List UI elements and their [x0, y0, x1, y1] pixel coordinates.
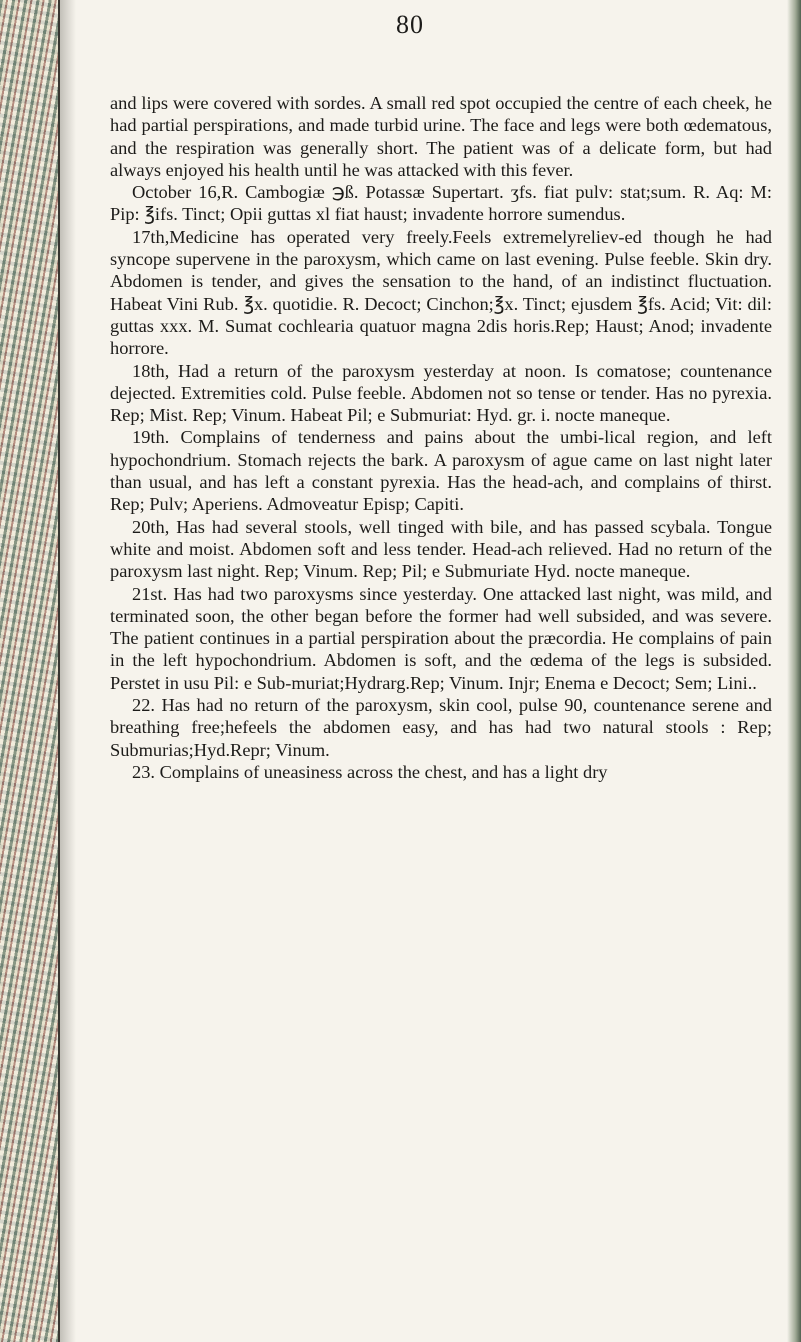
body-text [110, 92, 772, 783]
entry-22nd: 22. Has had no return of the paroxysm, skin cool, pulse 90, countenance serene and breathing free;hefeels the abdomen easy, and has had two natural stools : Rep; Submurias;Hyd.Repr; Vinum. [110, 695, 772, 760]
entry-19th: 19th. Complains of tenderness and pains about the umbi-lical region, and left hypochondrium. Stomach rejects the bark. A paroxysm of ague came on last night later than usual, and has left a constant pyrexia. Has the head-ach, and complains of thirst. Rep; Pulv; Aperiens. Admoveatur Episp; Capiti. [110, 427, 772, 515]
entry-october-16: October 16,R. Cambogiæ ℈ß. Potassæ Supertart. ʒfs. fiat pulv: stat;sum. R. Aq: M: Pip: ℥ifs. Tinct; Opii guttas xl fiat haust; invadente horrore sumendus. [110, 182, 772, 225]
gutter-shadow [58, 0, 76, 1342]
entry-20th: 20th, Has had several stools, well tinged with bile, and has passed scybala. Tongue white and moist. Abdomen soft and less tender. Head-ach relieved. Had no return of the paroxysm last night. Rep; Vinum. Rep; Pil; e Submuriate Hyd. nocte maneque. [110, 516, 772, 582]
page-number: 80 [396, 10, 424, 39]
marbled-binding [0, 0, 60, 1342]
page-edge [787, 0, 801, 1342]
entry-23rd: 23. Complains of uneasiness across the chest, and has a light dry [132, 761, 608, 782]
entry-21st: 21st. Has had two paroxysms since yesterday. One attacked last night, was mild, and terminated soon, the other began before the former had well subsided, and was severe. The patient continues in a partial perspiration about the præcordia. He complains of pain in the left hypochondrium. Abdomen is soft, and the œdema of the legs is subsided. Perstet in usu Pil: e Sub-muriat;Hydrarg.Rep; Vinum. Injr; Enema e Decoct; Sem; Lini.. [110, 583, 772, 693]
entry-17th: 17th,Medicine has operated very freely.Feels extremelyreliev-ed though he had syncope supervene in the paroxysm, which came on last evening. Pulse feeble. Skin dry. Abdomen is tender, and gives the sensation to the hand, of an indistinct fluctuation. Habeat Vini Rub. ℥x. quotidie. R. Decoct; Cinchon;℥x. Tinct; ejusdem ℥fs. Acid; Vit: dil: guttas xxx. M. Sumat cochlearia quatuor magna 2dis horis.Rep; Haust; Anod; invadente horrore. [110, 226, 772, 359]
entry-18th: 18th, Had a return of the paroxysm yesterday at noon. Is comatose; countenance dejected. Extremities cold. Pulse feeble. Abdomen not so tense or tender. Has no pyrexia. Rep; Mist. Rep; Vinum. Habeat Pil; e Submuriat: Hyd. gr. i. nocte maneque. [110, 360, 772, 426]
paragraph-continuation: and lips were covered with sordes. A small red spot occupied the centre of each cheek, he had partial perspirations, and made turbid urine. The face and legs were both œdematous, and the respiration was generally short. The patient was of a delicate form, but had always enjoyed his health until he was attacked with this fever. [110, 93, 772, 180]
